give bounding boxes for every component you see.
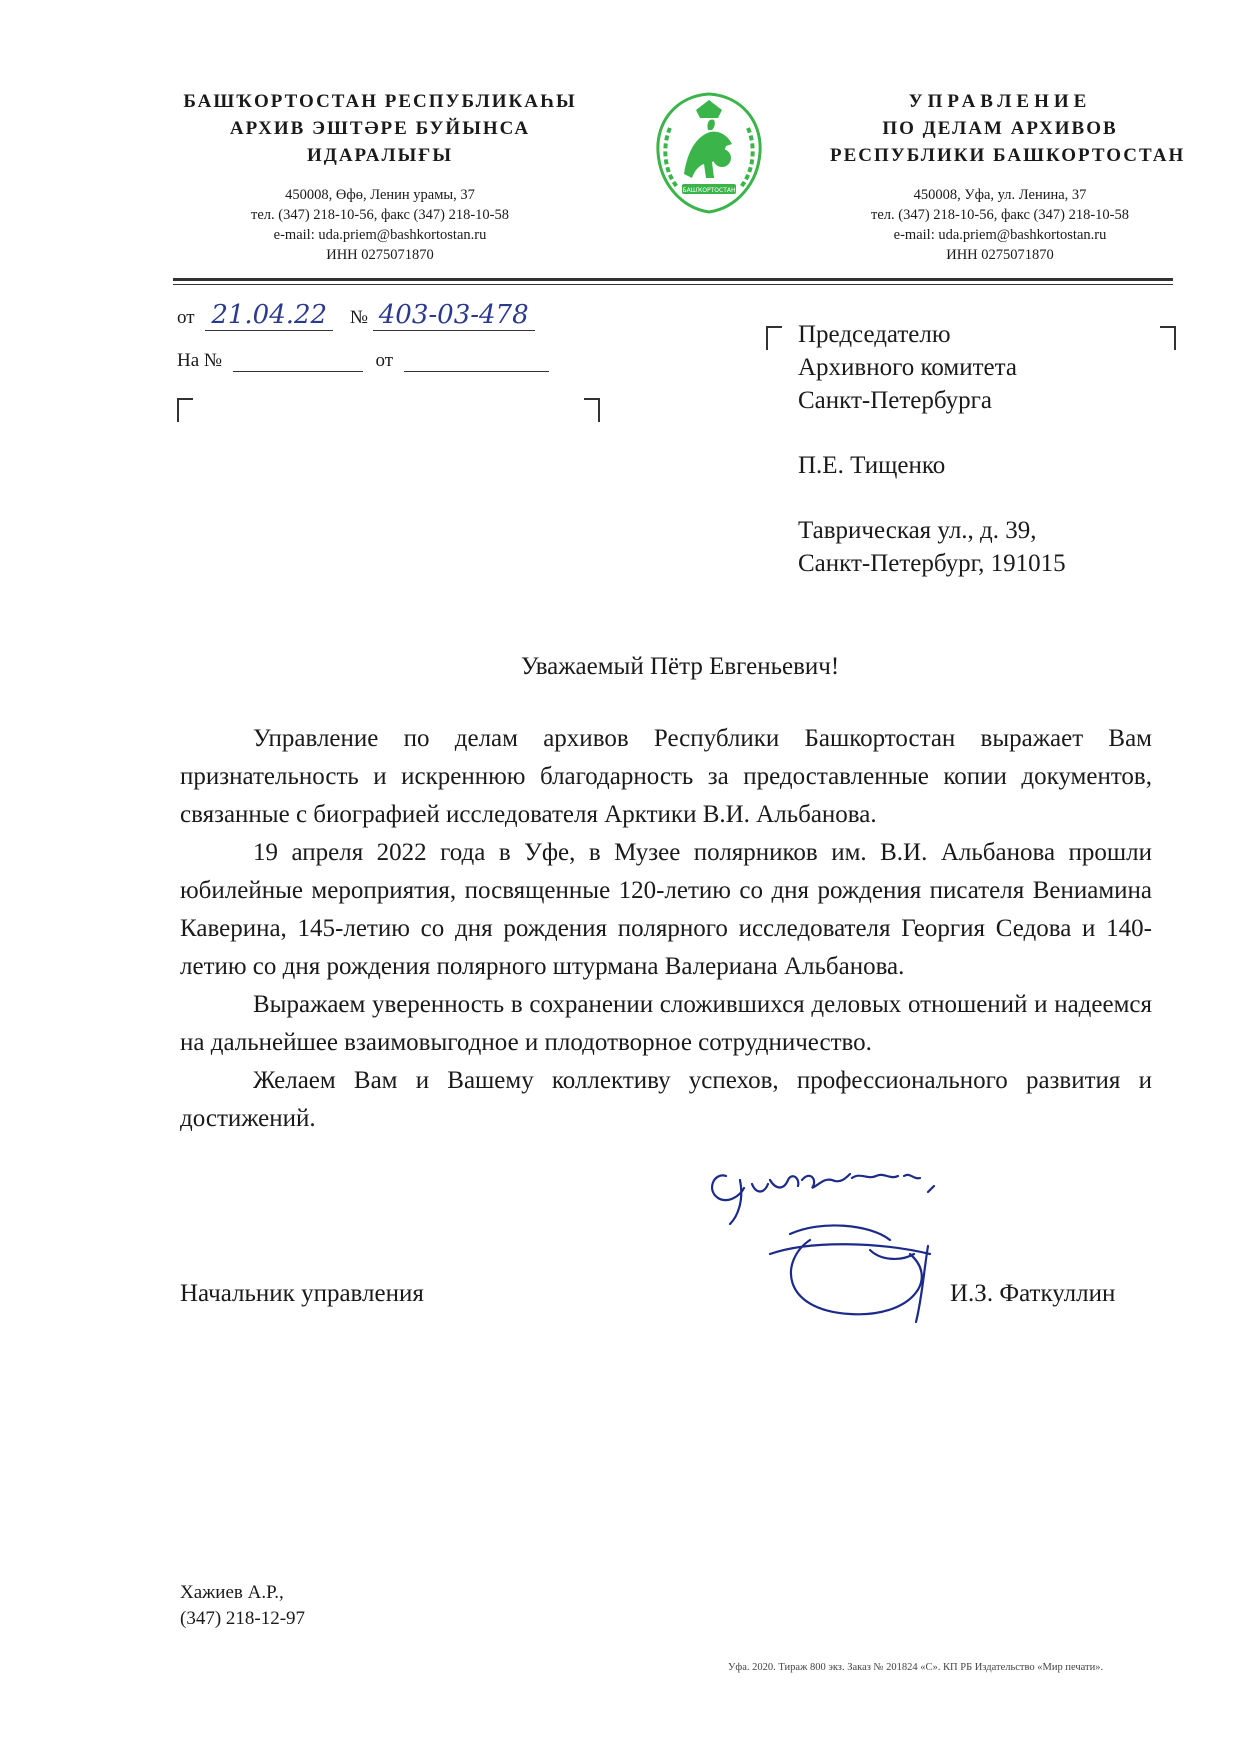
executor-phone: (347) 218-12-97 [180, 1608, 306, 1629]
registration-date-number [177, 300, 535, 330]
addressee-title: Архивного комитета [798, 354, 1017, 381]
from-label: от [177, 307, 195, 328]
letterhead-left [170, 88, 590, 265]
registration-date: 21.04.22 [205, 300, 333, 331]
handwritten-signature [700, 1150, 990, 1330]
field-corner-mark [177, 398, 193, 422]
body-paragraph: Выражаем уверенность в сохранении сложившихся деловых отношений и надеемся на дальнейшее взаимовыгодное и плодотворное сотрудничество. [180, 991, 1152, 1056]
registration-number: 403-03-478 [373, 300, 535, 331]
addressee-address: Таврическая ул., д. 39, [798, 517, 1037, 544]
field-corner-mark [584, 398, 600, 422]
org-name-bashkir-line: БАШҠОРТОСТАН РЕСПУБЛИКАҺЫ [183, 91, 577, 112]
address-corner-mark [766, 326, 782, 350]
email-line: e-mail: uda.priem@bashkortostan.ru [273, 227, 487, 243]
signatory-name: И.З. Фаткуллин [950, 1280, 1116, 1307]
email-line: e-mail: uda.priem@bashkortostan.ru [893, 227, 1107, 243]
phone-line: тел. (347) 218-10-56, факс (347) 218-10-58 [871, 207, 1129, 223]
letterhead-divider [173, 284, 1173, 285]
letter-body [180, 720, 1152, 1138]
print-imprint: Уфа. 2020. Тираж 800 экз. Заказ № 201824 «С». КП РБ Издательство «Мир печати». [728, 1662, 1104, 1673]
bashkortostan-emblem-icon [648, 88, 770, 218]
inn-line: ИНН 0275071870 [326, 247, 434, 263]
number-label: № [349, 307, 368, 328]
org-name-bashkir-line: ИДАРАЛЫҒЫ [306, 145, 454, 166]
inn-line: ИНН 0275071870 [946, 247, 1054, 263]
addressee-title: Председателю [798, 321, 951, 348]
address-line: 450008, Өфө, Ленин урамы, 37 [285, 187, 475, 203]
org-name-russian-line: ПО ДЕЛАМ АРХИВОВ [882, 118, 1118, 139]
phone-line: тел. (347) 218-10-56, факс (347) 218-10-58 [251, 207, 509, 223]
letterhead-divider [173, 278, 1173, 281]
body-paragraph: 19 апреля 2022 года в Уфе, в Музее полярников им. В.И. Альбанова прошли юбилейные мероприятия, посвященные 120-летию со дня рождения писателя Вениамина Каверина, 145-летию со дня рождения полярного исследователя Георгия Седова и 140-летию со дня рождения полярного штурмана Валериана Альбанова. [180, 839, 1152, 980]
reply-number-blank [233, 353, 363, 372]
letterhead-right [830, 88, 1186, 265]
reply-from-label: от [375, 350, 394, 371]
emblem-label: БАШҠОРТОСТАН [682, 187, 736, 194]
org-name-bashkir-line: АРХИВ ЭШТӘРЕ БУЙЫНСА [229, 118, 531, 139]
salutation: Уважаемый Пётр Евгеньевич! [520, 653, 840, 680]
address-block-bashkir [170, 185, 590, 265]
executor-name: Хажиев А.Р., [180, 1582, 284, 1603]
reply-number-label: На № [177, 350, 223, 371]
reply-reference [177, 350, 549, 372]
signatory-position: Начальник управления [180, 1280, 424, 1307]
body-paragraph: Желаем Вам и Вашему коллективу успехов, профессионального развития и достижений. [180, 1067, 1152, 1132]
org-name-russian-line: РЕСПУБЛИКИ БАШКОРТОСТАН [830, 145, 1186, 166]
org-name-russian-line: УПРАВЛЕНИЕ [908, 91, 1092, 112]
address-line: 450008, Уфа, ул. Ленина, 37 [913, 187, 1087, 203]
address-block-russian [830, 185, 1170, 265]
addressee-block [798, 318, 1066, 580]
address-corner-mark [1160, 326, 1176, 350]
addressee-address: Санкт-Петербург, 191015 [798, 550, 1066, 577]
addressee-title: Санкт-Петербурга [798, 387, 993, 414]
reply-date-blank [404, 353, 549, 372]
executor-block [180, 1580, 305, 1632]
addressee-name: П.Е. Тищенко [798, 452, 946, 479]
body-paragraph: Управление по делам архивов Республики Башкортостан выражает Вам признательность и искреннюю благодарность за предоставленные копии документов, связанные с биографией исследователя Арктики В.И. Альбанова. [180, 725, 1152, 828]
